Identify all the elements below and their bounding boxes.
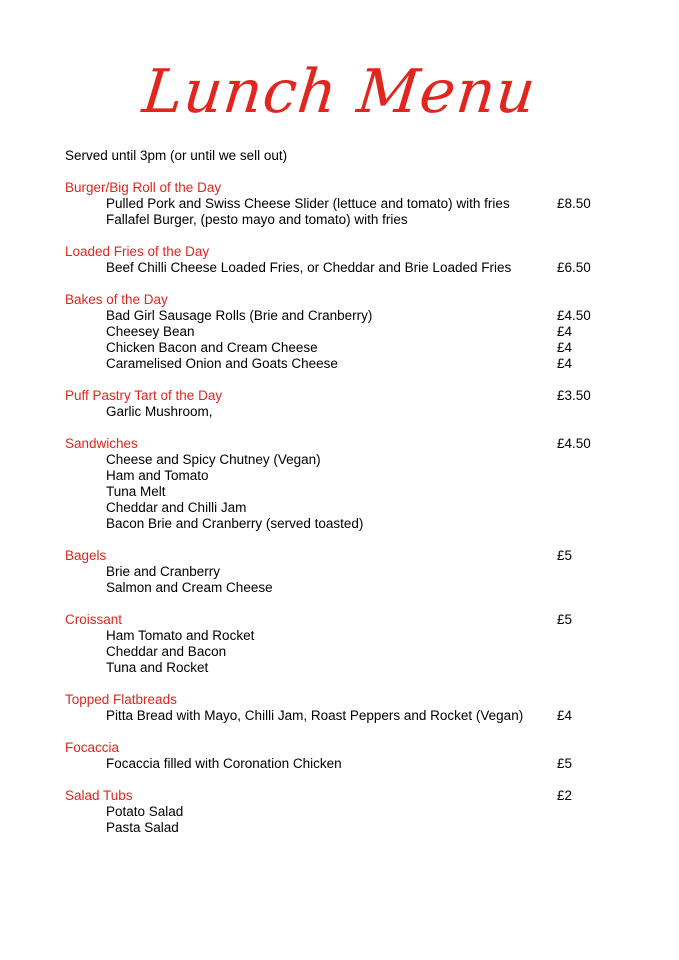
section-title: Topped Flatbreads [65, 692, 177, 707]
menu-item [65, 516, 625, 532]
item-price: £5 [557, 756, 573, 771]
section-title: Focaccia [65, 740, 120, 755]
item-price: £4 [557, 356, 573, 371]
item-name: Cheddar and Bacon [106, 644, 227, 659]
item-price: £4.50 [557, 308, 591, 323]
menu-item [65, 212, 625, 228]
menu-item [65, 404, 625, 420]
menu-item [65, 500, 625, 516]
menu-item [65, 644, 625, 660]
item-name: Pulled Pork and Swiss Cheese Slider (lettuce and tomato) with fries [106, 196, 510, 211]
section-title: Burger/Big Roll of the Day [65, 180, 222, 195]
item-name: Tuna Melt [106, 484, 166, 499]
item-price: £8.50 [557, 196, 591, 211]
item-name: Ham Tomato and Rocket [106, 628, 255, 643]
item-name: Garlic Mushroom, [106, 404, 213, 419]
section-title: Croissant [65, 612, 123, 627]
section-header [65, 612, 625, 628]
item-name: Cheddar and Chilli Jam [106, 500, 247, 515]
item-name: Brie and Cranberry [106, 564, 221, 579]
section-header [65, 292, 625, 308]
section-price: £5 [557, 612, 573, 627]
section-title: Puff Pastry Tart of the Day [65, 388, 223, 403]
item-name: Salmon and Cream Cheese [106, 580, 273, 595]
item-name: Cheese and Spicy Chutney (Vegan) [106, 452, 321, 467]
menu-sections [65, 180, 625, 852]
menu-section [65, 692, 625, 724]
menu-item [65, 260, 625, 276]
menu-section [65, 612, 625, 676]
section-title: Bagels [65, 548, 107, 563]
section-title: Bakes of the Day [65, 292, 168, 307]
serving-note: Served until 3pm (or until we sell out) [65, 148, 288, 163]
menu-section [65, 388, 625, 420]
item-name: Ham and Tomato [106, 468, 209, 483]
menu-item [65, 308, 625, 324]
section-price: £2 [557, 788, 573, 803]
menu-item [65, 324, 625, 340]
menu-section [65, 244, 625, 276]
menu-item [65, 580, 625, 596]
section-header [65, 548, 625, 564]
menu-section [65, 548, 625, 596]
item-name: Pitta Bread with Mayo, Chilli Jam, Roast Peppers and Rocket (Vegan) [106, 708, 524, 723]
menu-item [65, 564, 625, 580]
item-name: Potato Salad [106, 804, 184, 819]
menu-item [65, 340, 625, 356]
menu-item [65, 356, 625, 372]
item-name: Bacon Brie and Cranberry (served toasted) [106, 516, 364, 531]
section-price: £3.50 [557, 388, 591, 403]
menu-item [65, 484, 625, 500]
menu-item [65, 628, 625, 644]
item-price: £4 [557, 324, 573, 339]
item-name: Pasta Salad [106, 820, 179, 835]
section-price: £4.50 [557, 436, 591, 451]
section-header [65, 788, 625, 804]
item-name: Cheesey Bean [106, 324, 195, 339]
section-header [65, 180, 625, 196]
section-title: Loaded Fries of the Day [65, 244, 210, 259]
menu-section [65, 740, 625, 772]
section-header [65, 692, 625, 708]
section-header [65, 740, 625, 756]
section-title: Sandwiches [65, 436, 138, 451]
menu-section [65, 180, 625, 228]
item-name: Bad Girl Sausage Rolls (Brie and Cranberry) [106, 308, 373, 323]
section-price: £5 [557, 548, 573, 563]
section-header [65, 244, 625, 260]
menu-item [65, 804, 625, 820]
item-name: Tuna and Rocket [106, 660, 209, 675]
menu-item [65, 820, 625, 836]
item-price: £4 [557, 340, 573, 355]
section-title: Salad Tubs [65, 788, 133, 803]
item-name: Chicken Bacon and Cream Cheese [106, 340, 318, 355]
section-header [65, 388, 625, 404]
item-name: Focaccia filled with Coronation Chicken [106, 756, 342, 771]
menu-section [65, 292, 625, 372]
menu-item [65, 660, 625, 676]
item-name: Fallafel Burger, (pesto mayo and tomato) with fries [106, 212, 408, 227]
item-price: £4 [557, 708, 573, 723]
menu-section [65, 788, 625, 836]
menu-item [65, 196, 625, 212]
item-name: Caramelised Onion and Goats Cheese [106, 356, 338, 371]
menu-section [65, 436, 625, 532]
item-name: Beef Chilli Cheese Loaded Fries, or Cheddar and Brie Loaded Fries [106, 260, 512, 275]
page-title: Lunch Menu [139, 57, 540, 127]
menu-item [65, 468, 625, 484]
menu-item [65, 756, 625, 772]
menu-item [65, 708, 625, 724]
section-header [65, 436, 625, 452]
menu-item [65, 452, 625, 468]
item-price: £6.50 [557, 260, 591, 275]
